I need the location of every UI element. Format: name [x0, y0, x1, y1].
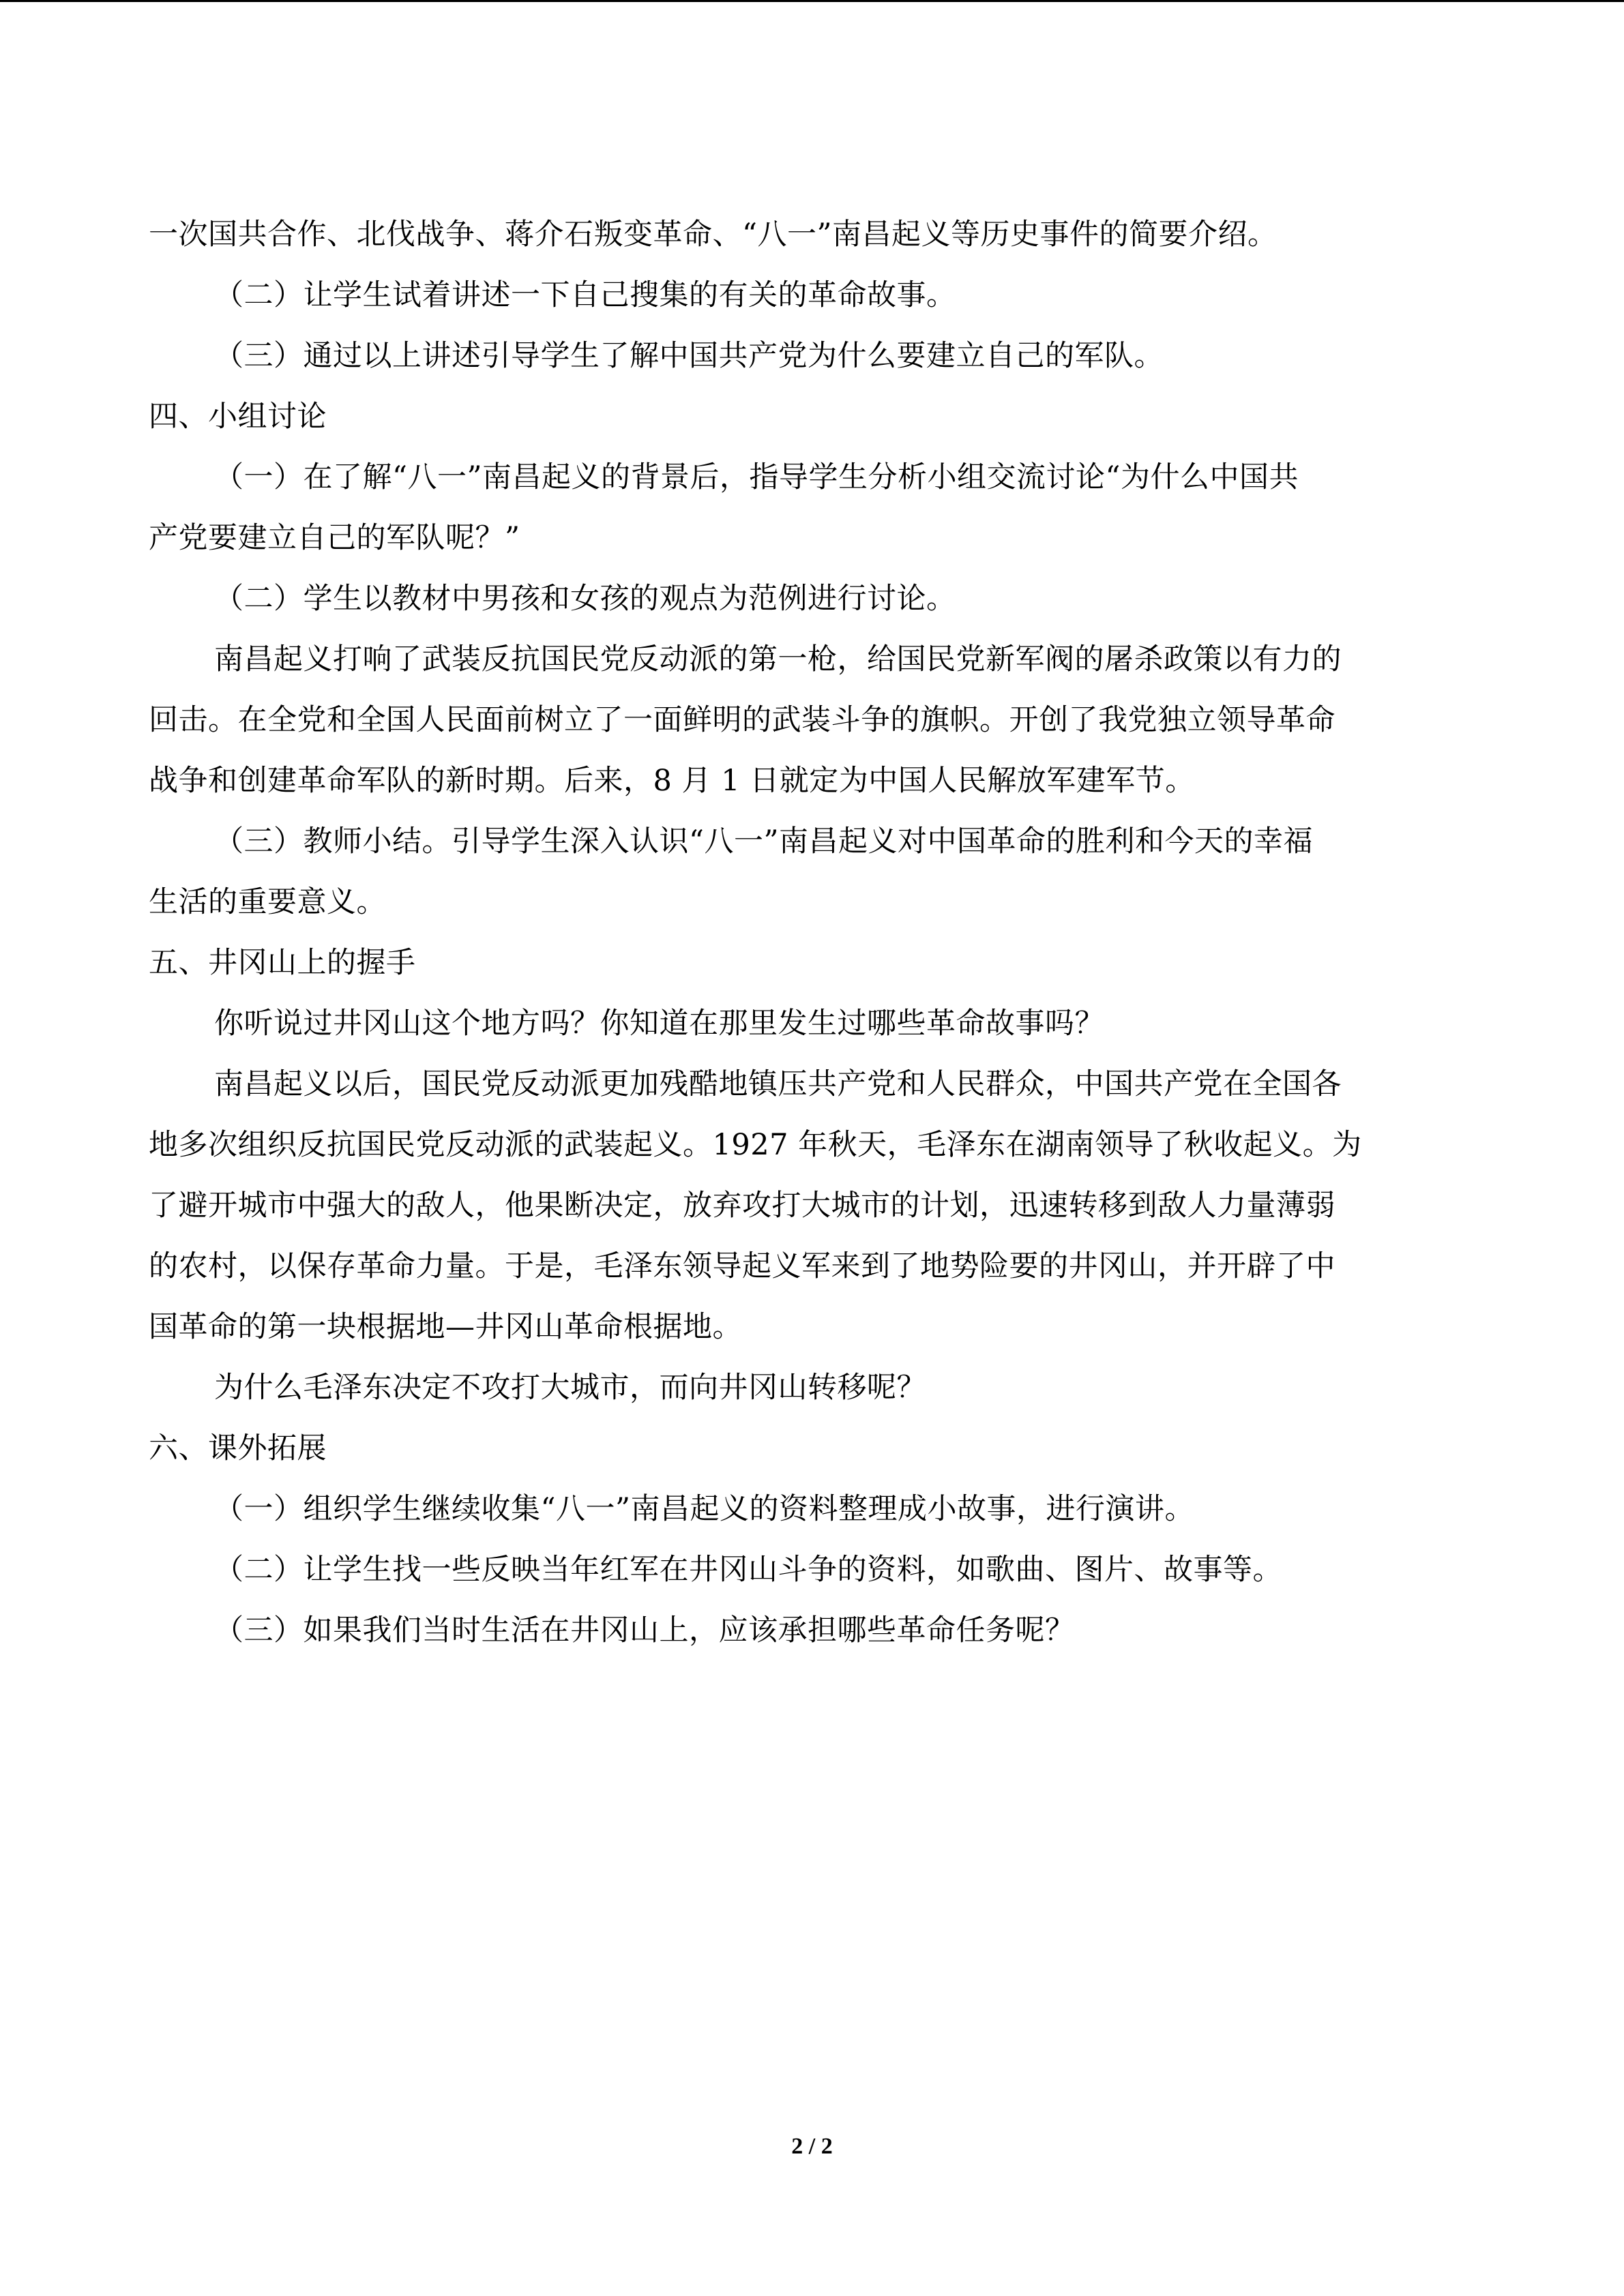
- section-heading: 四、小组讨论: [149, 400, 327, 434]
- text-line: （二）学生以教材中男孩和女孩的观点为范例进行讨论。: [214, 582, 956, 616]
- text-line: 你听说过井冈山这个地方吗？你知道在那里发生过哪些革命故事吗？: [214, 1007, 1104, 1041]
- text-line: （三）如果我们当时生活在井冈山上，应该承担哪些革命任务呢？: [214, 1613, 1075, 1648]
- text-line: （三）通过以上讲述引导学生了解中国共产党为什么要建立自己的军队。: [214, 339, 1164, 373]
- text-line: 南昌起义以后，国民党反动派更加残酷地镇压共产党和人民群众，中国共产党在全国各: [214, 1067, 1342, 1101]
- text-line: （三）教师小结。引导学生深入认识“八一”南昌起义对中国革命的胜利和今天的幸福: [214, 824, 1313, 859]
- text-line: 产党要建立自己的军队呢？”: [149, 521, 520, 555]
- text-line: （二）让学生找一些反映当年红军在井冈山斗争的资料，如歌曲、图片、故事等。: [214, 1553, 1282, 1587]
- text-line: （一）在了解“八一”南昌起义的背景后，指导学生分析小组交流讨论“为什么中国共: [214, 460, 1299, 494]
- text-line: （二）让学生试着讲述一下自己搜集的有关的革命故事。: [214, 278, 956, 312]
- text-line: （一）组织学生继续收集“八一”南昌起义的资料整理成小故事，进行演讲。: [214, 1492, 1194, 1526]
- text-line: 一次国共合作、北伐战争、蒋介石叛变革命、“八一”南昌起义等历史事件的简要介绍。: [149, 218, 1278, 252]
- document-body: [149, 205, 1458, 1661]
- text-line: 战争和创建革命军队的新时期。后来，8 月 1 日就定为中国人民解放军建军节。: [149, 764, 1195, 798]
- page-number: 2 / 2: [791, 2134, 833, 2159]
- text-line: 地多次组织反抗国民党反动派的武装起义。1927 年秋天，毛泽东在湖南领导了秋收起义。为: [149, 1128, 1362, 1162]
- text-line: 了避开城市中强大的敌人，他果断决定，放弃攻打大城市的计划，迅速转移到敌人力量薄弱: [149, 1189, 1335, 1223]
- section-heading: 六、课外拓展: [149, 1431, 327, 1465]
- top-border-rule: [0, 0, 1624, 2]
- text-line: 为什么毛泽东决定不攻打大城市，而向井冈山转移呢？: [214, 1371, 926, 1405]
- text-line: 生活的重要意义。: [149, 885, 386, 919]
- text-line: 的农村，以保存革命力量。于是，毛泽东领导起义军来到了地势险要的井冈山，并开辟了中: [149, 1249, 1335, 1283]
- text-line: 南昌起义打响了武装反抗国民党反动派的第一枪，给国民党新军阀的屠杀政策以有力的: [214, 642, 1342, 676]
- text-line: 国革命的第一块根据地—井冈山革命根据地。: [149, 1310, 742, 1344]
- text-line: 回击。在全党和全国人民面前树立了一面鲜明的武装斗争的旗帜。开创了我党独立领导革命: [149, 703, 1335, 737]
- section-heading: 五、井冈山上的握手: [149, 946, 416, 980]
